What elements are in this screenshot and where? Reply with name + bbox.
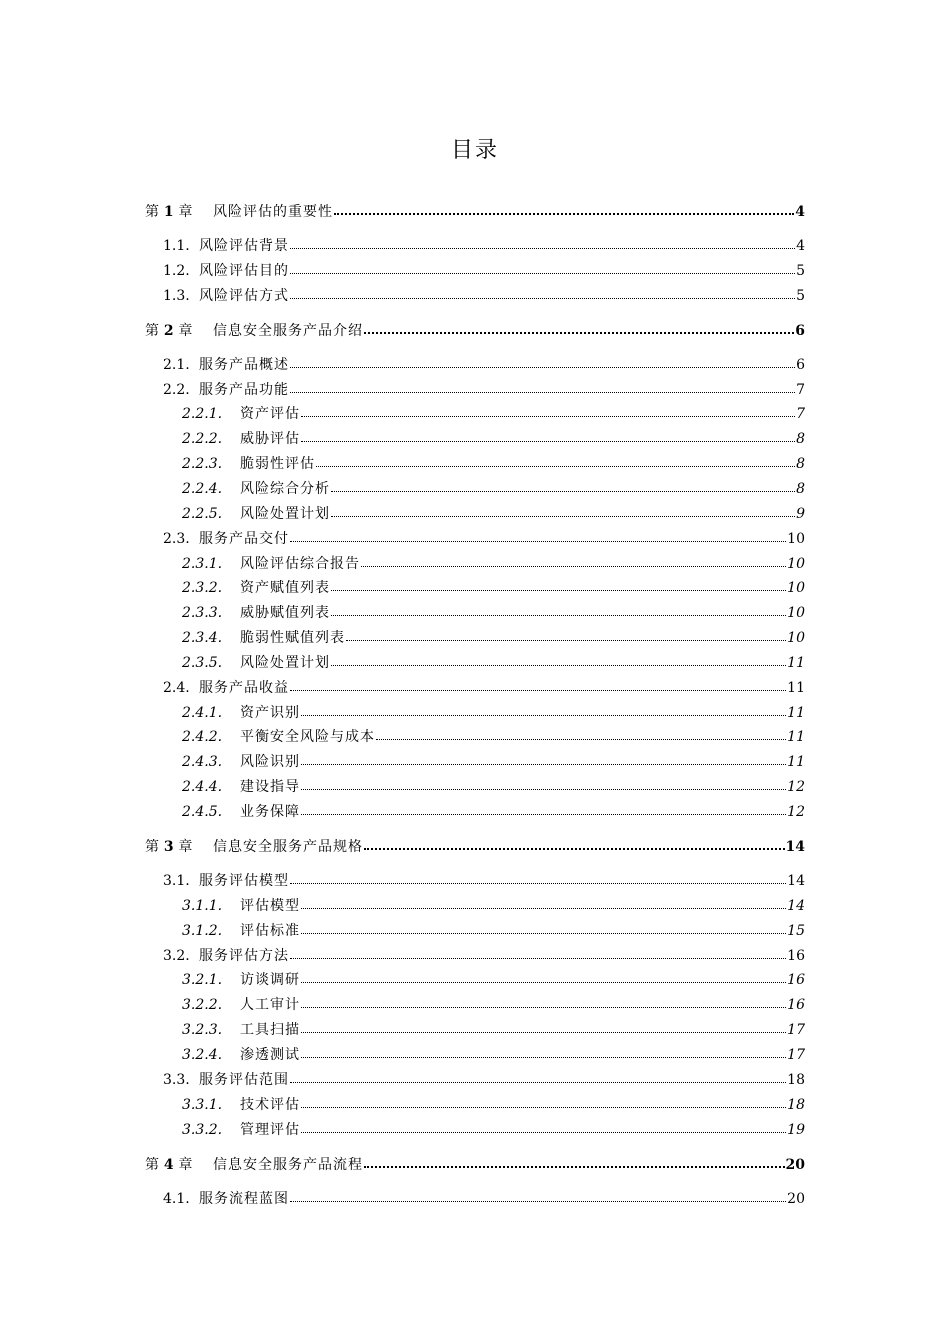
chapter-prefix: 第 — [145, 839, 159, 855]
toc-section-entry[interactable] — [163, 1190, 805, 1208]
toc-section-entry[interactable] — [163, 530, 805, 548]
toc-page-number: 10 — [787, 605, 805, 621]
toc-page-number: 14 — [787, 898, 805, 914]
toc-subsection-entry[interactable] — [182, 480, 805, 498]
toc-section-entry[interactable] — [163, 262, 805, 280]
toc-entry-number: 2.3.4. — [182, 630, 223, 646]
toc-entry-number: 4.1. — [163, 1191, 190, 1207]
toc-entry-label: 风险综合分析 — [240, 481, 330, 497]
toc-entry-number: 1.3. — [163, 288, 190, 304]
chapter-suffix: 章 — [178, 323, 193, 339]
toc-entry-number: 3.1.2. — [182, 923, 223, 939]
toc-entry-number: 2.3. — [163, 531, 190, 547]
toc-entry-label: 工具扫描 — [240, 1022, 300, 1038]
toc-subsection-entry[interactable] — [182, 604, 805, 622]
chapter-number: 1 — [159, 204, 179, 220]
chapter-prefix: 第 — [145, 204, 159, 220]
toc-page-number: 6 — [796, 357, 805, 373]
toc-entry-label: 平衡安全风险与成本 — [240, 729, 375, 745]
toc-entry-label: 评估模型 — [240, 898, 300, 914]
dot-leader — [301, 804, 786, 816]
toc-entry-label: 资产赋值列表 — [240, 580, 330, 596]
toc-chapter-entry[interactable] — [145, 203, 805, 221]
toc-entry-number: 3.2.3. — [182, 1022, 223, 1038]
toc-entry-label: 资产识别 — [240, 705, 300, 721]
toc-chapter-entry[interactable] — [145, 322, 805, 340]
toc-entry-label: 服务产品功能 — [199, 382, 289, 398]
toc-subsection-entry[interactable] — [182, 405, 805, 423]
toc-entry-number: 3.3. — [163, 1072, 190, 1088]
toc-entry-number: 2.4.5. — [182, 804, 223, 820]
toc-entry-number: 2.4. — [163, 680, 190, 696]
toc-entry-label: 服务评估模型 — [199, 873, 289, 889]
dot-leader — [301, 431, 795, 443]
toc-section-entry[interactable] — [163, 237, 805, 255]
dot-leader — [364, 323, 794, 335]
dot-leader — [290, 238, 795, 250]
dot-leader — [290, 1191, 786, 1203]
toc-entry-label: 威胁评估 — [240, 431, 300, 447]
toc-entry-number: 2.4.4. — [182, 779, 223, 795]
toc-entry-number: 3.2.1. — [182, 972, 223, 988]
dot-leader — [316, 456, 795, 468]
dot-leader — [290, 873, 786, 885]
toc-entry-number: 1.2. — [163, 263, 190, 279]
toc-title: 目录 — [450, 138, 499, 163]
dot-leader — [301, 705, 786, 717]
toc-entry-label: 信息安全服务产品流程 — [213, 1157, 363, 1173]
toc-subsection-entry[interactable] — [182, 505, 805, 523]
toc-entry-number: 2.3.1. — [182, 556, 223, 572]
toc-subsection-entry[interactable] — [182, 803, 805, 821]
toc-entry-number: 3.2.4. — [182, 1047, 223, 1063]
toc-chapter-entry[interactable] — [145, 838, 805, 856]
toc-entry-number: 3.2. — [163, 948, 190, 964]
toc-page-number: 12 — [787, 779, 805, 795]
toc-page-number: 5 — [796, 263, 805, 279]
toc-subsection-entry[interactable] — [182, 430, 805, 448]
chapter-suffix: 章 — [178, 839, 193, 855]
toc-page-number: 14 — [785, 839, 805, 855]
dot-leader — [301, 754, 786, 766]
dot-leader — [301, 997, 786, 1009]
toc-section-entry[interactable] — [163, 872, 805, 890]
toc-entry-label: 风险评估综合报告 — [240, 556, 360, 572]
toc-page-number: 19 — [787, 1122, 805, 1138]
toc-entry-label: 建设指导 — [240, 779, 300, 795]
toc-subsection-entry[interactable] — [182, 629, 805, 647]
toc-subsection-entry[interactable] — [182, 1046, 805, 1064]
chapter-prefix: 第 — [145, 1157, 159, 1173]
toc-entry-label: 脆弱性评估 — [240, 456, 315, 472]
toc-entry-label: 风险识别 — [240, 754, 300, 770]
dot-leader — [334, 204, 794, 216]
dot-leader — [301, 1097, 786, 1109]
toc-entry-number: 2.2.2. — [182, 431, 223, 447]
chapter-suffix: 章 — [178, 204, 193, 220]
toc-entry-label: 风险评估方式 — [199, 288, 289, 304]
dot-leader — [301, 1047, 786, 1059]
toc-entry-label: 人工审计 — [240, 997, 300, 1013]
toc-subsection-entry[interactable] — [182, 996, 805, 1014]
toc-entry-number: 2.2.4. — [182, 481, 223, 497]
toc-section-entry[interactable] — [163, 679, 805, 697]
toc-section-entry[interactable] — [163, 381, 805, 399]
toc-subsection-entry[interactable] — [182, 778, 805, 796]
toc-page-number: 20 — [785, 1157, 805, 1173]
toc-page-number: 20 — [787, 1191, 805, 1207]
dot-leader — [361, 556, 786, 568]
dot-leader — [290, 680, 786, 692]
toc-entry-label: 风险处置计划 — [240, 506, 330, 522]
toc-entry-label: 管理评估 — [240, 1122, 300, 1138]
dot-leader — [290, 382, 795, 394]
toc-page-number: 10 — [787, 531, 805, 547]
toc-entry-label: 风险评估的重要性 — [213, 204, 333, 220]
toc-page-number: 8 — [796, 481, 805, 497]
toc-subsection-entry[interactable] — [182, 654, 805, 672]
toc-entry-label: 威胁赋值列表 — [240, 605, 330, 621]
toc-entry-number: 2.3.2. — [182, 580, 223, 596]
toc-page-number: 14 — [787, 873, 805, 889]
toc-entry-label: 业务保障 — [240, 804, 300, 820]
toc-entry-number: 2.3.3. — [182, 605, 223, 621]
toc-entry-label: 服务评估方法 — [199, 948, 289, 964]
toc-page-number: 11 — [787, 754, 805, 770]
toc-page-number: 7 — [796, 406, 805, 422]
dot-leader — [290, 1072, 786, 1084]
toc-entry-label: 风险处置计划 — [240, 655, 330, 671]
toc-section-entry[interactable] — [163, 947, 805, 965]
toc-entry-number: 2.4.2. — [182, 729, 223, 745]
toc-entry-label: 资产评估 — [240, 406, 300, 422]
dot-leader — [301, 406, 795, 418]
dot-leader — [331, 605, 786, 617]
dot-leader — [301, 1122, 786, 1134]
toc-entry-number — [145, 322, 213, 340]
toc-page-number: 10 — [787, 630, 805, 646]
toc-subsection-entry[interactable] — [182, 728, 805, 746]
dot-leader — [290, 531, 786, 543]
toc-entry-number: 2.2.5. — [182, 506, 223, 522]
dot-leader — [331, 580, 786, 592]
toc-page-number: 7 — [796, 382, 805, 398]
toc-entry-number: 1.1. — [163, 238, 190, 254]
toc-subsection-entry[interactable] — [182, 753, 805, 771]
toc-section-entry[interactable] — [163, 287, 805, 305]
chapter-suffix: 章 — [178, 1157, 193, 1173]
toc-page-number: 16 — [787, 948, 805, 964]
toc-section-entry[interactable] — [163, 356, 805, 374]
toc-page-number: 18 — [787, 1097, 805, 1113]
toc-entry-label: 服务产品概述 — [199, 357, 289, 373]
toc-entry-label: 服务评估范围 — [199, 1072, 289, 1088]
toc-entry-label: 服务产品交付 — [199, 531, 289, 547]
toc-page-number: 8 — [796, 456, 805, 472]
toc-entry-label: 评估标准 — [240, 923, 300, 939]
toc-page-number: 8 — [796, 431, 805, 447]
toc-entry-label: 访谈调研 — [240, 972, 300, 988]
dot-leader — [301, 972, 786, 984]
toc-page-number: 10 — [787, 556, 805, 572]
toc-page-number: 11 — [787, 729, 805, 745]
toc-subsection-entry[interactable] — [182, 971, 805, 989]
toc-entry-number: 2.2. — [163, 382, 190, 398]
toc-entry-number: 3.3.1. — [182, 1097, 223, 1113]
toc-page-number: 5 — [796, 288, 805, 304]
dot-leader — [301, 1022, 786, 1034]
toc-entry-label: 信息安全服务产品规格 — [213, 839, 363, 855]
toc-subsection-entry[interactable] — [182, 897, 805, 915]
toc-subsection-entry[interactable] — [182, 455, 805, 473]
toc-entry-number: 2.4.3. — [182, 754, 223, 770]
toc-page-number: 16 — [787, 972, 805, 988]
toc-chapter-entry[interactable] — [145, 1156, 805, 1174]
toc-subsection-entry[interactable] — [182, 922, 805, 940]
chapter-number: 4 — [159, 1157, 179, 1173]
toc-entry-label: 服务产品收益 — [199, 680, 289, 696]
toc-page-number: 11 — [787, 705, 805, 721]
toc-entry-number: 3.1.1. — [182, 898, 223, 914]
toc-subsection-entry[interactable] — [182, 555, 805, 573]
dot-leader — [331, 655, 786, 667]
dot-leader — [364, 1157, 785, 1169]
toc-entry-number: 2.3.5. — [182, 655, 223, 671]
toc-page-number: 11 — [787, 655, 805, 671]
toc-entry-number — [145, 838, 213, 856]
dot-leader — [301, 923, 786, 935]
toc-page-number: 6 — [795, 323, 805, 339]
toc-entry-number — [145, 203, 213, 221]
chapter-number: 2 — [159, 323, 179, 339]
chapter-number: 3 — [159, 839, 179, 855]
toc-entry-label: 渗透测试 — [240, 1047, 300, 1063]
toc-entry-label: 服务流程蓝图 — [199, 1191, 289, 1207]
dot-leader — [331, 506, 795, 518]
toc-page-number: 4 — [795, 204, 805, 220]
dot-leader — [290, 948, 786, 960]
dot-leader — [301, 779, 786, 791]
toc-page-number: 12 — [787, 804, 805, 820]
toc-entry-label: 风险评估目的 — [199, 263, 289, 279]
dot-leader — [290, 357, 795, 369]
toc-subsection-entry[interactable] — [182, 1121, 805, 1139]
dot-leader — [376, 729, 786, 741]
toc-page-number: 9 — [796, 506, 805, 522]
toc-page-number: 18 — [787, 1072, 805, 1088]
dot-leader — [290, 288, 795, 300]
toc-page-number: 4 — [796, 238, 805, 254]
toc-entry-number: 2.1. — [163, 357, 190, 373]
toc-section-entry[interactable] — [163, 1071, 805, 1089]
dot-leader — [290, 263, 795, 275]
toc-subsection-entry[interactable] — [182, 704, 805, 722]
toc-entry-number — [145, 1156, 213, 1174]
toc-page-number: 10 — [787, 580, 805, 596]
toc-entry-number: 2.2.1. — [182, 406, 223, 422]
toc-entry-number: 2.4.1. — [182, 705, 223, 721]
dot-leader — [301, 898, 786, 910]
toc-entry-label: 脆弱性赋值列表 — [240, 630, 345, 646]
toc-page-number: 17 — [787, 1047, 805, 1063]
chapter-prefix: 第 — [145, 323, 159, 339]
toc-page-number: 16 — [787, 997, 805, 1013]
toc-entry-label: 风险评估背景 — [199, 238, 289, 254]
toc-page-number: 17 — [787, 1022, 805, 1038]
toc-page-number: 11 — [787, 680, 805, 696]
toc-entry-label: 技术评估 — [240, 1097, 300, 1113]
dot-leader — [346, 630, 786, 642]
toc-entry-number: 2.2.3. — [182, 456, 223, 472]
toc-entry-number: 3.2.2. — [182, 997, 223, 1013]
toc-subsection-entry[interactable] — [182, 1096, 805, 1114]
dot-leader — [364, 839, 785, 851]
dot-leader — [331, 481, 795, 493]
toc-entry-number: 3.3.2. — [182, 1122, 223, 1138]
toc-subsection-entry[interactable] — [182, 1021, 805, 1039]
toc-entry-label: 信息安全服务产品介绍 — [213, 323, 363, 339]
toc-subsection-entry[interactable] — [182, 579, 805, 597]
toc-page-number: 15 — [787, 923, 805, 939]
toc-entry-number: 3.1. — [163, 873, 190, 889]
